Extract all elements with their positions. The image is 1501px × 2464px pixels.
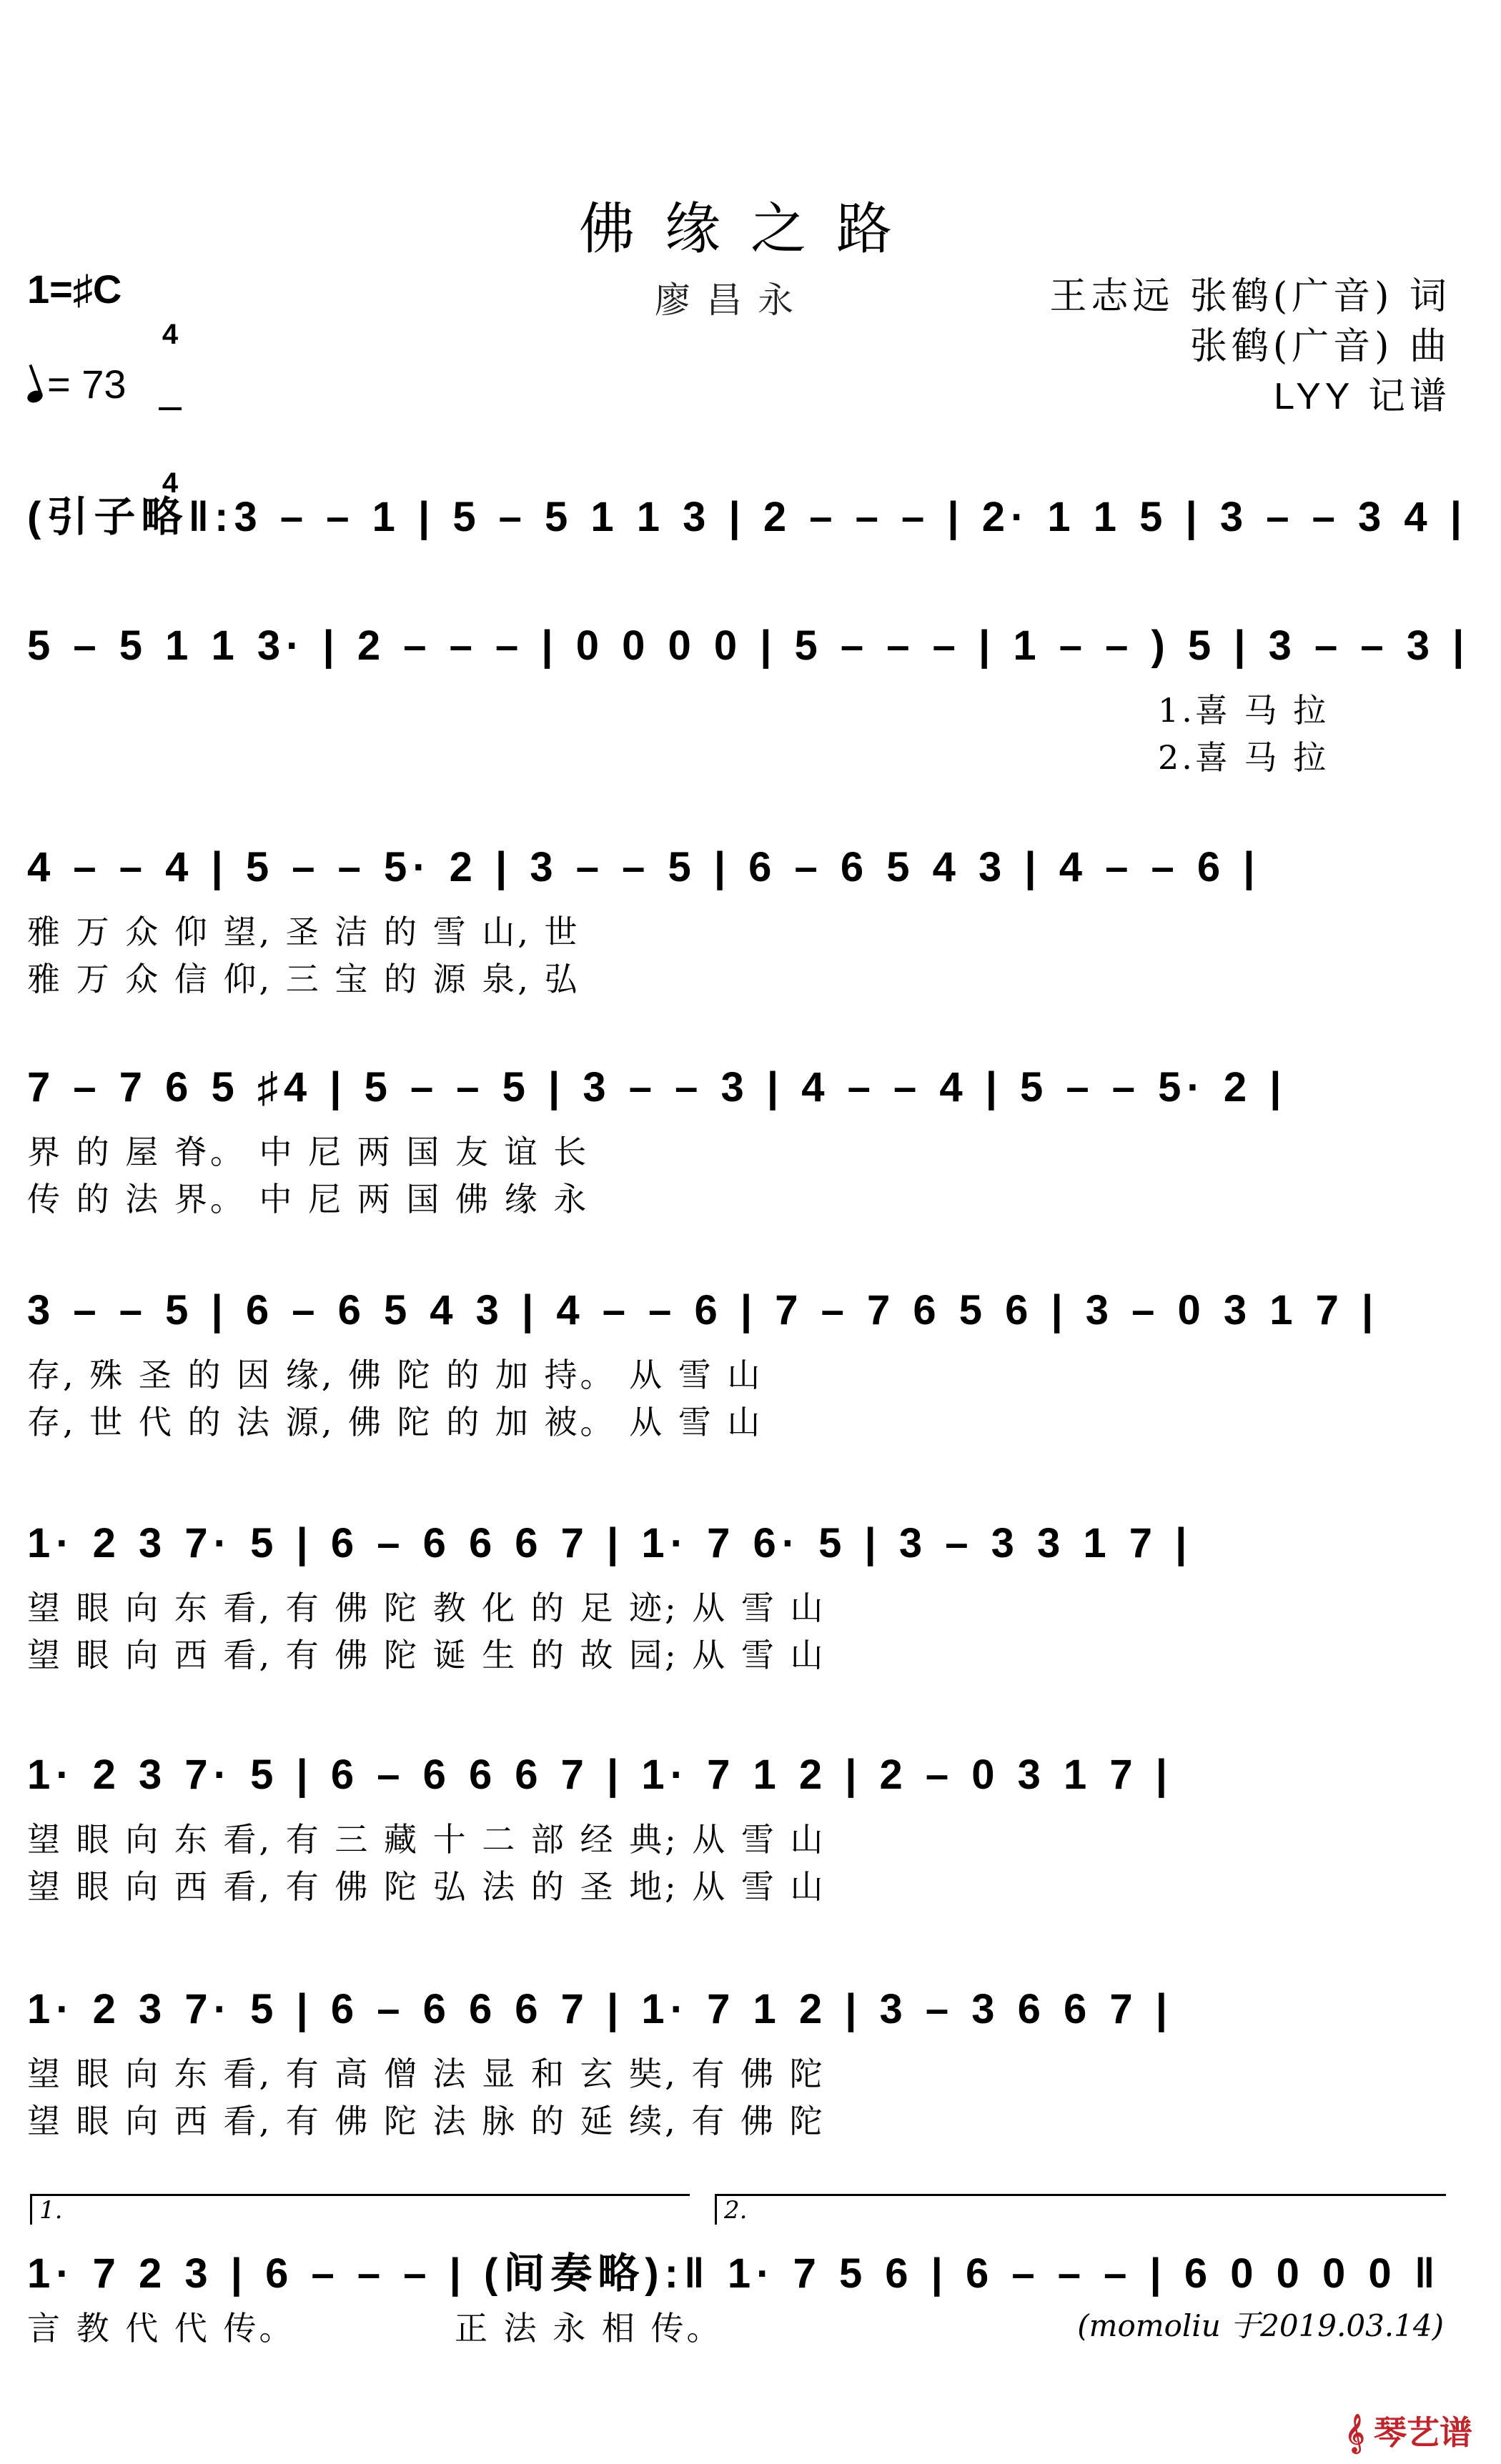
tempo-mark (27, 361, 127, 407)
lyric-row-7-v2: 望 眼 向 西 看, 有 佛 陀 弘 法 的 圣 地; 从 雪 山 (27, 1867, 826, 1906)
lyric-row-9-v1: 言 教 代 代 传。 正 法 永 相 传。 (27, 2309, 723, 2348)
quarter-note-icon (26, 389, 44, 405)
lyric-row-4-v2: 传 的 法 界。 中 尼 两 国 佛 缘 永 (27, 1180, 590, 1218)
music-row-9: 1· 7 2 3 | 6 – – – | (间奏略):‖ 1· 7 5 6 | 6 – – – | 6 0 0 0 0 ‖ (27, 2250, 1441, 2297)
watermark-logo-icon: 𝄞 (1345, 2414, 1374, 2451)
lyric-row-6-v1: 望 眼 向 东 看, 有 佛 陀 教 化 的 足 迹; 从 雪 山 (27, 1589, 826, 1627)
music-row-2: 5 – 5 1 1 3· | 2 – – – | 0 0 0 0 | 5 – – – | 1 – – ) 5 | 3 – – 3 | (27, 622, 1470, 669)
music-row-7: 1· 2 3 7· 5 | 6 – 6 6 6 7 | 1· 7 1 2 | 2 – 0 3 1 7 | (27, 1752, 1173, 1798)
lyric-row-8-v1: 望 眼 向 东 看, 有 高 僧 法 显 和 玄 奘, 有 佛 陀 (27, 2055, 826, 2093)
composer-credit: 张鹤(广音) 曲 (1189, 325, 1451, 368)
time-sig-top: 4 (162, 319, 179, 350)
lyric-row-2-v1: 1.喜 马 拉 (1158, 691, 1329, 730)
time-sig-divider (159, 407, 182, 410)
lyric-row-6-v2: 望 眼 向 西 看, 有 佛 陀 诞 生 的 故 园; 从 雪 山 (27, 1636, 826, 1674)
music-row-5: 3 – – 5 | 6 – 6 5 4 3 | 4 – – 6 | 7 – 7 6 5 6 | 3 – 0 3 1 7 | (27, 1287, 1379, 1333)
transcriber-credit: LYY 记谱 (1274, 376, 1451, 417)
music-row-8: 1· 2 3 7· 5 | 6 – 6 6 6 7 | 1· 7 1 2 | 3 – 3 6 6 7 | (27, 1986, 1173, 2032)
song-title: 佛缘之路 (578, 197, 922, 262)
lyric-row-7-v1: 望 眼 向 东 看, 有 三 藏 十 二 部 经 典; 从 雪 山 (27, 1820, 826, 1859)
watermark-text: 琴艺谱 (1374, 2414, 1472, 2451)
lyric-row-5-v1: 存, 殊 圣 的 因 缘, 佛 陀 的 加 持。 从 雪 山 (27, 1356, 763, 1394)
singer-name: 廖昌永 (655, 279, 809, 321)
music-row-4: 7 – 7 6 5 ♯4 | 5 – – 5 | 3 – – 3 | 4 – – 4 | 5 – – 5· 2 | (27, 1064, 1287, 1111)
tempo-value: = 73 (47, 362, 127, 407)
lyric-row-5-v2: 存, 世 代 的 法 源, 佛 陀 的 加 被。 从 雪 山 (27, 1403, 763, 1441)
key-signature: 1=♯C (27, 267, 122, 312)
lyric-row-3-v2: 雅 万 众 信 仰, 三 宝 的 源 泉, 弘 (27, 960, 580, 998)
music-row-1: (引子略‖:3 – – 1 | 5 – 5 1 1 3 | 2 – – – | 2· 1 1 5 | 3 – – 3 4 | (27, 494, 1467, 540)
transcription-note: (momoliu 于2019.03.14) (1077, 2308, 1444, 2343)
music-row-6: 1· 2 3 7· 5 | 6 – 6 6 6 7 | 1· 7 6· 5 | 3 – 3 3 1 7 | (27, 1520, 1193, 1566)
volta-second-label: 2. (724, 2196, 748, 2225)
site-watermark (1345, 2407, 1472, 2454)
volta-first-label: 1. (39, 2196, 63, 2225)
lyric-row-2-v2: 2.喜 马 拉 (1158, 738, 1329, 777)
lyric-row-4-v1: 界 的 屋 脊。 中 尼 两 国 友 谊 长 (27, 1133, 590, 1171)
time-sig-bottom: 4 (162, 467, 179, 499)
lyric-row-8-v2: 望 眼 向 西 看, 有 佛 陀 法 脉 的 延 续, 有 佛 陀 (27, 2102, 826, 2140)
lyric-row-3-v1: 雅 万 众 仰 望, 圣 洁 的 雪 山, 世 (27, 913, 580, 951)
volta-first (30, 2194, 690, 2225)
music-row-3: 4 – – 4 | 5 – – 5· 2 | 3 – – 5 | 6 – 6 5 4 3 | 4 – – 6 | (27, 844, 1261, 890)
lyricist-credit: 王志远 张鹤(广音) 词 (1049, 275, 1451, 318)
volta-second (715, 2194, 1446, 2225)
